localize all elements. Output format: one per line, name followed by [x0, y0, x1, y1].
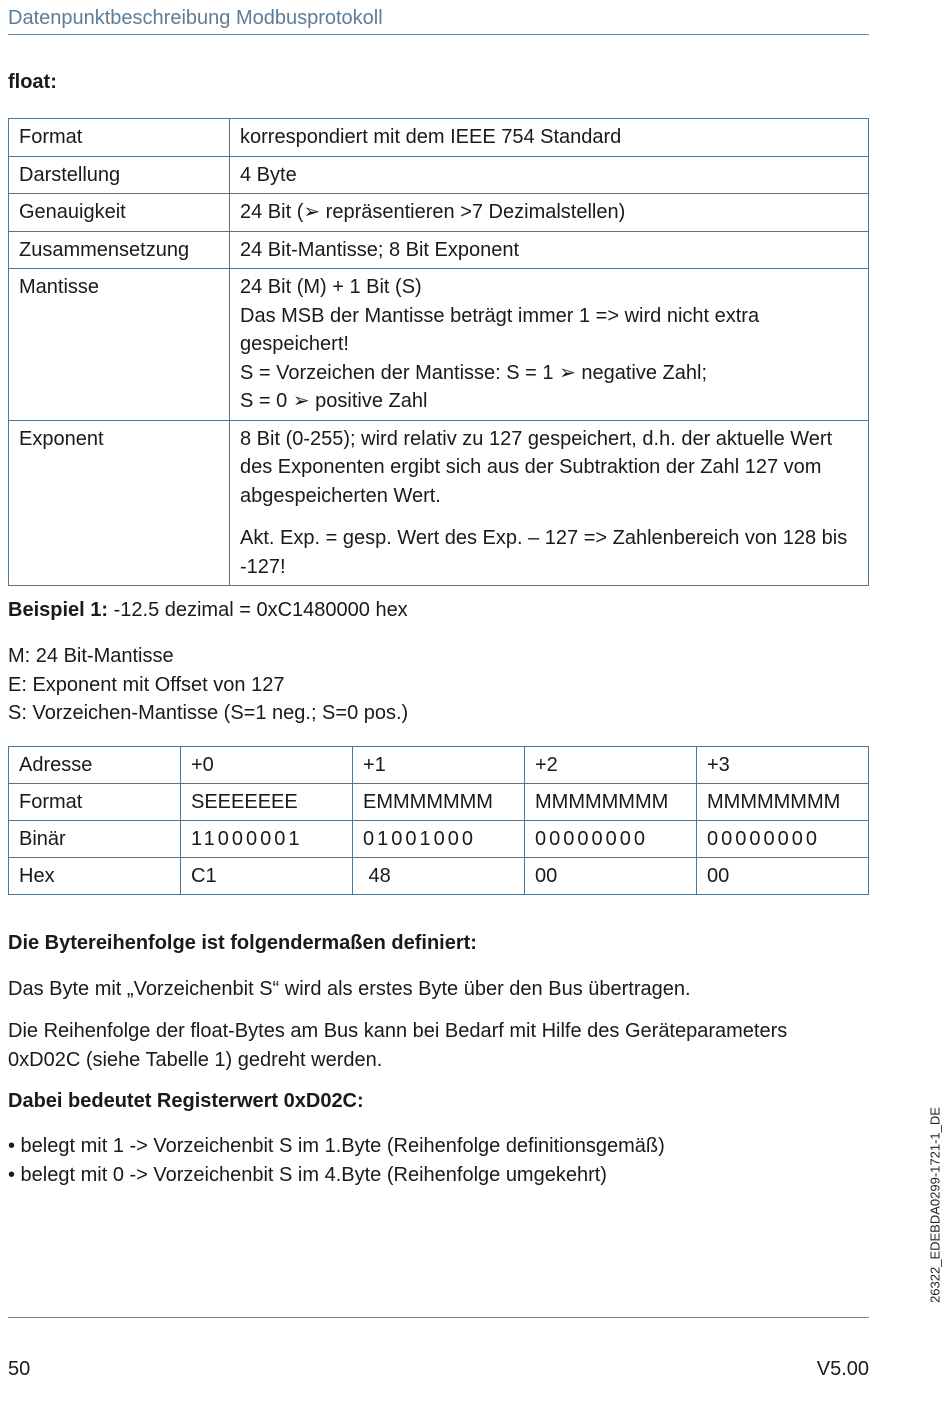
- spec-value: 24 Bit (➢ repräsentieren >7 Dezimalstellen): [230, 194, 869, 232]
- spec-label: Genauigkeit: [9, 194, 230, 232]
- table-cell: Binär: [9, 821, 181, 858]
- spec-label: Darstellung: [9, 156, 230, 194]
- table-row: [9, 269, 869, 421]
- document-code-text: 26322_EDEBDA0299-1721-1_DE: [927, 1107, 943, 1303]
- spec-value: korrespondiert mit dem IEEE 754 Standard: [230, 119, 869, 157]
- table-cell: 01001000: [353, 821, 525, 858]
- spec-label: Format: [9, 119, 230, 157]
- spec-value-line: S = Vorzeichen der Mantisse: S = 1 ➢ negative Zahl;: [240, 361, 708, 384]
- table-cell: SEEEEEEE: [181, 784, 353, 821]
- table-row: [9, 420, 869, 586]
- spec-value: 4 Byte: [230, 156, 869, 194]
- spec-value: [230, 420, 869, 586]
- example-line: [8, 599, 408, 622]
- table-cell: +2: [525, 747, 697, 784]
- byte-order-heading: Die Bytereihenfolge ist folgendermaßen definiert:: [8, 932, 477, 954]
- table-cell: 11000001: [181, 821, 353, 858]
- legend-item: S: Vorzeichen-Mantisse (S=1 neg.; S=0 pos.): [8, 702, 409, 724]
- spec-value-line: S = 0 ➢ positive Zahl: [240, 390, 428, 412]
- page-number: 50: [8, 1358, 31, 1380]
- table-cell: 00000000: [525, 821, 697, 858]
- byte-order-paragraph: Das Byte mit „Vorzeichenbit S“ wird als erstes Byte über den Bus übertragen.: [8, 978, 691, 1000]
- page-header: [8, 6, 869, 35]
- table-cell: MMMMMMMM: [697, 784, 869, 821]
- table-row: [9, 156, 869, 194]
- list-item: • belegt mit 0 -> Vorzeichenbit S im 4.Byte (Reihenfolge umgekehrt): [8, 1163, 607, 1186]
- spec-value-line: 24 Bit (M) + 1 Bit (S): [240, 276, 422, 298]
- spec-label: Mantisse: [9, 269, 230, 421]
- list-item: • belegt mit 1 -> Vorzeichenbit S im 1.Byte (Reihenfolge definitionsgemäß): [8, 1135, 665, 1157]
- table-cell: Format: [9, 784, 181, 821]
- register-heading: Dabei bedeutet Registerwert 0xD02C:: [8, 1090, 364, 1112]
- legend-item: E: Exponent mit Offset von 127: [8, 673, 285, 696]
- table-cell: 00000000: [697, 821, 869, 858]
- table-cell: Hex: [9, 858, 181, 895]
- table-cell: +3: [697, 747, 869, 784]
- page-header-title: Datenpunktbeschreibung Modbusprotokoll: [8, 7, 383, 29]
- footer-divider: [8, 1317, 869, 1318]
- bullet-list: [8, 1132, 868, 1189]
- table-row: [9, 821, 869, 858]
- byte-layout-table: [8, 746, 869, 895]
- table-row: [9, 858, 869, 895]
- float-spec-table: [8, 118, 869, 586]
- spec-value: 24 Bit-Mantisse; 8 Bit Exponent: [230, 231, 869, 269]
- table-cell: C1: [181, 858, 353, 895]
- spec-label: Zusammensetzung: [9, 231, 230, 269]
- table-row: [9, 194, 869, 232]
- table-cell: Adresse: [9, 747, 181, 784]
- table-cell: 48: [353, 858, 525, 895]
- legend-item: M: 24 Bit-Mantisse: [8, 645, 174, 667]
- byte-order-paragraph: Die Reihenfolge der float-Bytes am Bus kann bei Bedarf mit Hilfe des Geräteparameters 0xD02C (siehe Tabelle 1) gedreht werden.: [8, 1020, 788, 1071]
- table-cell: 00: [697, 858, 869, 895]
- version-label: V5.00: [816, 1358, 869, 1380]
- example-text: -12.5 dezimal = 0xC1480000 hex: [108, 599, 408, 621]
- spec-value: [230, 269, 869, 421]
- table-row: [9, 231, 869, 269]
- table-cell: +1: [353, 747, 525, 784]
- table-cell: MMMMMMMM: [525, 784, 697, 821]
- spec-value-line: 8 Bit (0-255); wird relativ zu 127 gespeichert, d.h. der aktuelle Wert des Exponenten ergibt sich aus der Subtraktion der Zahl 127 vom abgespeicherten Wert.: [240, 427, 833, 507]
- example-label: Beispiel 1:: [8, 599, 109, 621]
- table-row: [9, 784, 869, 821]
- spec-value-line: Das MSB der Mantisse beträgt immer 1 => wird nicht extra gespeichert!: [240, 304, 760, 355]
- spec-value-line: Akt. Exp. = gesp. Wert des Exp. – 127 => Zahlenbereich von 128 bis -127!: [240, 527, 848, 578]
- table-cell: 00: [525, 858, 697, 895]
- section-title: float:: [8, 71, 57, 93]
- table-cell: EMMMMMMM: [353, 784, 525, 821]
- table-row: [9, 747, 869, 784]
- document-code: [923, 1108, 947, 1302]
- legend: [8, 642, 408, 728]
- table-cell: +0: [181, 747, 353, 784]
- spec-label: Exponent: [9, 420, 230, 586]
- table-row: [9, 119, 869, 157]
